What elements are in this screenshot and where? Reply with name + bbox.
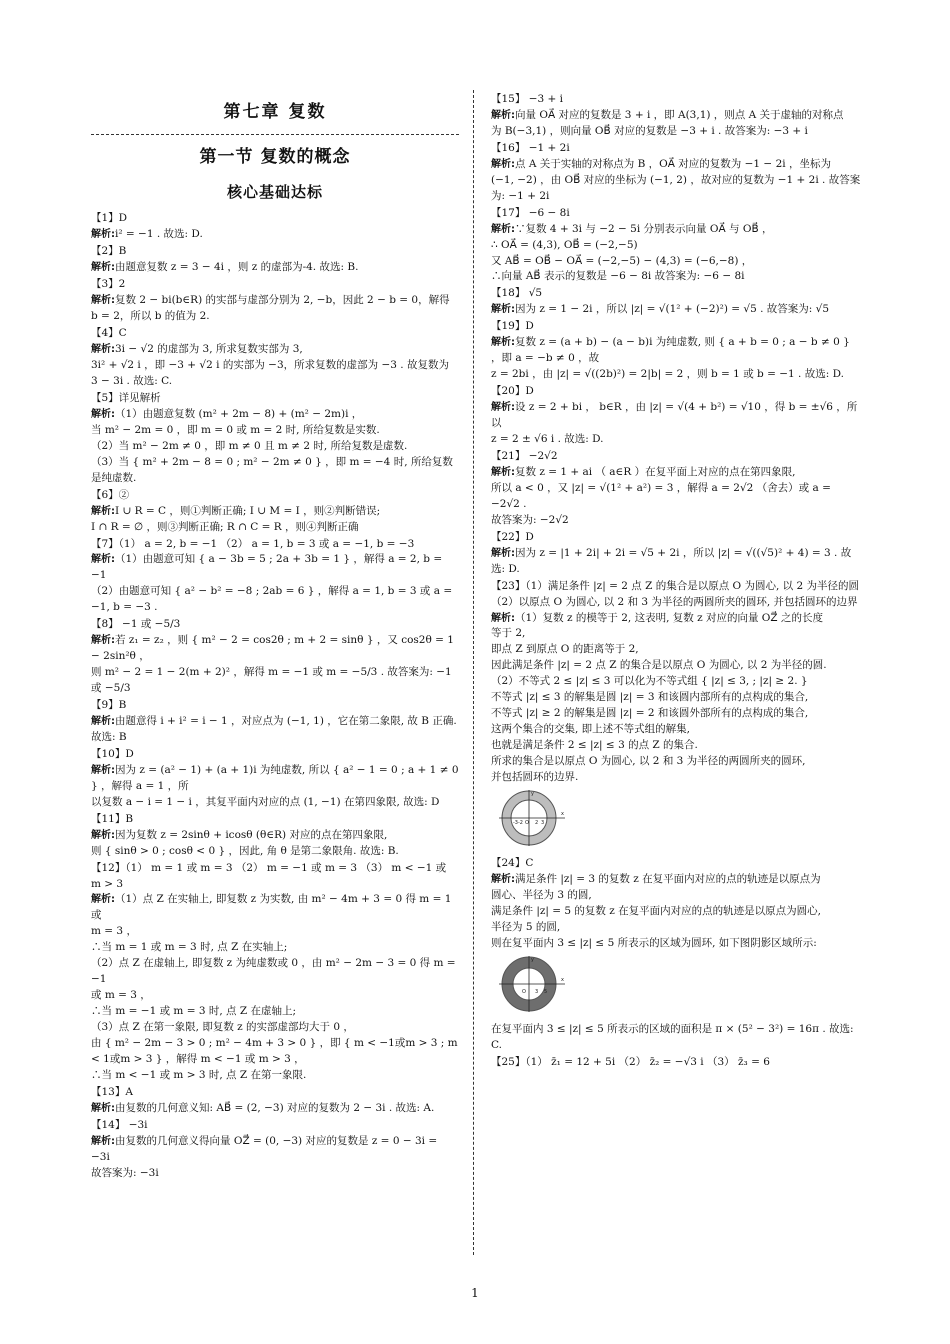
answer-line xyxy=(91,293,459,309)
answer-line xyxy=(91,665,459,697)
answer-line xyxy=(91,1134,459,1166)
analysis-label: 解析: xyxy=(491,223,515,235)
answer-head: 【24】C xyxy=(491,856,534,869)
answer-text: （2）不等式 2 ≤ |z| ≤ 3 可以化为不等式组 { |z| ≤ 3, ; |z| ≥ 2. } xyxy=(491,675,808,688)
answer-text: I ∪ R = C ，则①判断正确; I ∪ M = I ，则②判断错误; xyxy=(115,504,381,517)
answer-head: 【11】B xyxy=(91,812,134,825)
answer-text: 这两个集合的交集, 即上述不等式组的解集, xyxy=(491,723,691,736)
answer-line xyxy=(91,924,459,940)
answer-line xyxy=(491,400,861,432)
answer-item xyxy=(491,286,861,318)
analysis-label: 解析: xyxy=(91,554,115,566)
answer-line xyxy=(491,173,861,189)
section-title: 第一节 复数的概念 xyxy=(199,146,351,167)
answer-text: 故答案为: −3i xyxy=(91,1166,159,1179)
answer-line xyxy=(491,222,861,238)
analysis-label: 解析: xyxy=(491,873,515,885)
answer-head: 【15】 −3 + i xyxy=(491,93,564,105)
answer-text: （2）由题意可知 { a² − b² = −8 ; 2ab = 6 } ，解得 a = 1, b = 3 或 a = −1, b = −3 . xyxy=(91,585,453,614)
answer-line xyxy=(491,465,861,481)
answer-line xyxy=(491,706,861,722)
answer-text: z = 2bi ，由 |z| = √((2b)²) = 2|b| = 2 ，则 b = 1 或 b = −1 . 故选: D. xyxy=(491,368,844,381)
answer-text: m = 3 ， xyxy=(91,925,137,938)
figure-label: 5 xyxy=(544,988,548,995)
answer-text: 故答案为: −2√2 xyxy=(491,513,569,526)
answer-line xyxy=(91,374,459,390)
answer-line xyxy=(91,828,459,844)
answer-line xyxy=(91,1068,459,1084)
answer-text: 因为 z = |1 + 2i| + 2i = √5 + 2i ，所以 |z| = √((√5)² + 4) = 3 . 故选: D. xyxy=(491,546,852,575)
answer-head: 【3】2 xyxy=(91,278,126,291)
answer-head: 【21】 −2√2 xyxy=(491,449,558,462)
answer-head: 【1】D xyxy=(91,212,128,225)
answer-line xyxy=(491,904,861,920)
answer-text: b = 2，所以 b 的值为 2. xyxy=(91,310,210,323)
analysis-label: 解析: xyxy=(491,612,515,624)
answer-text: 又 AB⃗ = OB⃗ − OA⃗ = (−2,−5) − (4,3) = (−6,−8) ， xyxy=(491,254,753,267)
answer-head: 【16】 −1 + 2i xyxy=(491,141,570,154)
answer-line xyxy=(91,1004,459,1020)
answer-line xyxy=(491,936,861,952)
answer-head: 【23】（1）满足条件 |z| = 2 点 Z 的集合是以原点 O 为圆心, 以 2 为半径的圆 （2）以原点 O 为圆心, 以 2 和 3 为半径的两圆所夹的圆环, 并包括圆环的边界 xyxy=(491,579,860,608)
figure-label: y xyxy=(531,790,534,797)
figure-label: y xyxy=(531,956,534,963)
answer-text: 圆心、半径为 3 的圆, xyxy=(491,888,592,901)
analysis-label: 解析: xyxy=(491,466,515,478)
answer-text: （3）点 Z 在第一象限, 即复数 z 的实部虚部均大于 0 ， xyxy=(91,1021,354,1034)
page-number: 1 xyxy=(471,1286,479,1300)
answer-line xyxy=(491,888,861,904)
answer-line xyxy=(91,455,459,487)
answer-line xyxy=(491,189,861,205)
answer-item xyxy=(91,617,459,697)
answer-head: 【19】D xyxy=(491,320,534,333)
answer-line xyxy=(491,254,861,270)
answer-head: 【2】B xyxy=(91,245,127,258)
answer-line xyxy=(491,432,861,448)
answer-head: 【14】 −3i xyxy=(91,1118,148,1131)
figure-label: 2 xyxy=(535,819,539,826)
answer-item xyxy=(491,319,861,383)
answer-text: 或 m = 3 ， xyxy=(91,989,151,1002)
answer-head: 【22】D xyxy=(491,530,534,543)
answer-item xyxy=(91,812,459,860)
answer-line xyxy=(91,956,459,988)
answer-line xyxy=(91,1020,459,1036)
answer-text: 因为复数 z = 2sinθ + icosθ (θ∈R) 对应的点在第四象限, xyxy=(115,828,388,841)
analysis-label: 解析: xyxy=(91,408,115,420)
answer-line xyxy=(91,552,459,584)
answer-head: 【13】A xyxy=(91,1085,133,1098)
answer-item xyxy=(491,206,861,286)
answer-line xyxy=(91,844,459,860)
figure-label: 3 xyxy=(541,819,545,826)
answer-text: 则 m² − 2 = 1 − 2(m + 2)² ，解得 m = −1 或 m = −5/3 . 故答案为: −1 或 −5/3 xyxy=(91,666,452,695)
answer-item xyxy=(91,326,459,390)
subsection-title: 核心基础达标 xyxy=(226,182,323,201)
answer-text: 3i − √2 的虚部为 3, 所求复数实部为 3, xyxy=(115,343,303,356)
answer-item xyxy=(491,856,861,1054)
answer-text: ∴当 m = −1 或 m = 3 时, 点 Z 在虚轴上; xyxy=(91,1005,297,1018)
figure-label: O xyxy=(522,988,526,995)
analysis-label: 解析: xyxy=(91,635,115,647)
figure-label: -3 xyxy=(513,819,518,826)
answer-line xyxy=(91,423,459,439)
analysis-label: 解析: xyxy=(91,829,115,841)
answer-line xyxy=(91,227,459,243)
answer-text: 即点 Z 到原点 O 的距离等于 2, xyxy=(491,643,639,656)
figure xyxy=(495,788,861,854)
answer-line xyxy=(91,358,459,374)
answer-text: 由复数的几何意义得向量 OZ⃗ = (0, −3) 对应的复数是 z = 0 − 3i = −3i xyxy=(91,1134,438,1163)
answer-line xyxy=(491,674,861,690)
answer-line xyxy=(491,157,861,173)
answer-item xyxy=(91,747,459,811)
answer-head: 【9】B xyxy=(91,699,127,712)
analysis-label: 解析: xyxy=(91,716,115,727)
answer-head: 【4】C xyxy=(91,327,127,340)
answer-text: 设 z = 2 + bi ， b∈R ，由 |z| = √(4 + b²) = √10 ，得 b = ±√6 ，所以 xyxy=(491,401,858,430)
answer-head: 【17】 −6 − 8i xyxy=(491,206,570,219)
annulus-figure-24 xyxy=(495,954,567,1014)
analysis-label: 解析: xyxy=(91,894,115,906)
analysis-label: 解析: xyxy=(491,547,515,559)
answer-text: （1）复数 z 的模等于 2, 这表明, 复数 z 对应的向量 OZ⃗ 之的长度 xyxy=(515,611,823,624)
answer-line xyxy=(491,367,861,383)
answer-line xyxy=(491,546,861,578)
answer-head: 【12】（1） m = 1 或 m = 3 （2） m = −1 或 m = 3 （3） m < −1 或 m > 3 xyxy=(91,861,447,890)
answer-text: 由复数的几何意义知: AB⃗ = (2, −3) 对应的复数为 2 − 3i . 故选: A. xyxy=(115,1101,435,1114)
answer-item xyxy=(491,384,861,448)
answer-item xyxy=(91,391,459,487)
answer-head: 【20】D xyxy=(491,385,534,398)
answer-text: 不等式 |z| ≥ 2 的解集是圆 |z| = 2 和该圆外部所有的点构成的集合, xyxy=(491,707,809,720)
answer-text: 复数 z = (a + b) − (a − b)i 为纯虚数, 则 { a + b = 0 ; a − b ≠ 0 } ，即 a = −b ≠ 0 ，故 xyxy=(491,336,850,365)
answer-text: i² = −1 . 故选: D. xyxy=(115,228,203,241)
answer-line xyxy=(491,335,861,367)
answer-text: 则 { sinθ > 0 ; cosθ < 0 } ，因此, 角 θ 是第二象限角. 故选: B. xyxy=(91,844,399,857)
answer-line xyxy=(491,1022,861,1054)
answer-text: 所求的集合是以原点 O 为圆心, 以 2 和 3 为半径的两圆所夹的圆环, xyxy=(491,755,806,768)
answer-text: 3 − 3i . 故选: C. xyxy=(91,374,173,387)
answer-item xyxy=(491,1055,861,1071)
answer-head: 【18】 √5 xyxy=(491,287,543,300)
answer-line xyxy=(491,108,861,124)
figure-label: x xyxy=(561,976,564,983)
answer-item xyxy=(491,141,861,205)
answer-text: ∴当 m < −1 或 m > 3 时, 点 Z 在第一象限. xyxy=(91,1068,307,1081)
answer-line xyxy=(491,238,861,254)
answer-line xyxy=(491,481,861,513)
answer-line xyxy=(91,633,459,665)
answer-line xyxy=(491,302,861,318)
answer-text: （2）点 Z 在虚轴上, 即复数 z 为纯虚数或 0 ，由 m² − 2m − 3 = 0 得 m = −1 xyxy=(91,957,456,986)
figure-label: x xyxy=(561,810,564,817)
analysis-label: 解析: xyxy=(491,158,515,170)
answer-text: 点 A 关于实轴的对称点为 B ，OA⃗ 对应的复数为 −1 − 2i ，坐标为 xyxy=(515,157,831,170)
answer-text: ∴向量 AB⃗ 表示的复数是 −6 − 8i 故答案为: −6 − 8i xyxy=(491,270,745,283)
answer-text: (−1, −2) ，由 OB⃗ 对应的坐标为 (−1, 2) ，故对应的复数为 −1 + 2i . 故答案 xyxy=(491,173,861,186)
answer-text: 为 B(−3,1) ，则向量 OB⃗ 对应的复数是 −3 + i . 故答案为: −3 + i xyxy=(491,124,808,137)
answer-text: （1）由题意可知 { a − 3b = 5 ; 2a + 3b = 1 } ，解得 a = 2, b = −1 xyxy=(91,553,443,582)
answer-text: 由题意得 i + i² = i − 1 ，对应点为 (−1, 1) ，它在第二象限, 故 B 正确. xyxy=(115,715,457,727)
answer-text: 也就是满足条件 2 ≤ |z| ≤ 3 的点 Z 的集合. xyxy=(491,739,698,752)
answer-head: 【8】 −1 或 −5/3 xyxy=(91,618,181,631)
analysis-label: 解析: xyxy=(491,337,515,349)
answer-line xyxy=(491,513,861,529)
answer-text: 以复数 a − i = 1 − i ，其复平面内对应的点 (1, −1) 在第四象限, 故选: D xyxy=(91,795,440,808)
right-column xyxy=(491,92,861,1071)
answer-text: 复数 z = 1 + ai （ a∈R ）在复平面上对应的点在第四象限, xyxy=(515,465,796,478)
answer-line xyxy=(491,722,861,738)
answer-line xyxy=(91,988,459,1004)
answer-text: 因为 z = (a² − 1) + (a + 1)i 为纯虚数, 所以 { a² − 1 = 0 ; a + 1 ≠ 0 } ，解得 a = 1 ，所 xyxy=(91,763,459,792)
answer-line xyxy=(91,439,459,455)
answer-item xyxy=(91,537,459,617)
answer-head: 【5】详见解析 xyxy=(91,391,161,404)
answer-line xyxy=(91,504,459,520)
answer-item xyxy=(91,1085,459,1117)
answer-text: 故选: B xyxy=(91,730,127,743)
left-column xyxy=(91,92,459,1183)
answer-text: 并包括圆环的边界. xyxy=(491,771,579,784)
answer-text: I ∩ R = ∅ ，则③判断正确; R ∩ C = R ，则④判断正确 xyxy=(91,520,359,533)
analysis-label: 解析: xyxy=(91,764,115,776)
answer-item xyxy=(91,698,459,746)
right-answer-list xyxy=(491,92,861,1070)
answer-text: 因此满足条件 |z| = 2 点 Z 的集合是以原点 O 为圆心, 以 2 为半径的圆. xyxy=(491,659,827,672)
answer-item xyxy=(91,488,459,536)
answer-text: 由题意复数 z = 3 − 4i ，则 z 的虚部为-4. 故选: B. xyxy=(115,261,359,274)
answer-text: 则在复平面内 3 ≤ |z| ≤ 5 所表示的区域为圆环, 如下图阴影区域所示: xyxy=(491,936,817,949)
answer-text: 若 z₁ = z₂ ，则 { m² − 2 = cos2θ ; m + 2 = sinθ } ，又 cos2θ = 1 − 2sin²θ ， xyxy=(91,634,454,663)
answer-line xyxy=(91,763,459,795)
answer-item xyxy=(491,449,861,529)
answer-line xyxy=(91,520,459,536)
answer-line xyxy=(491,124,861,140)
answer-line xyxy=(491,642,861,658)
answer-text: 由 { m² − 2m − 3 > 0 ; m² − 4m + 3 > 0 } ，即 { m < −1或m > 3 ; m < 1或m > 3 } ，解得 m < −1 或 m > 3 ， xyxy=(91,1037,458,1066)
answer-line xyxy=(91,260,459,276)
left-answer-list xyxy=(91,211,459,1181)
answer-text: 满足条件 |z| = 5 的复数 z 在复平面内对应的点的轨迹是以原点为圆心, xyxy=(491,904,821,917)
answer-text: 半径为 5 的圆, xyxy=(491,920,561,933)
answer-item xyxy=(91,244,459,276)
answer-text: 向量 OA⃗ 对应的复数是 3 + i ，即 A(3,1) ，则点 A 关于虚轴的对称点 xyxy=(515,108,844,121)
answer-line xyxy=(91,892,459,924)
annulus-figure-23 xyxy=(495,788,567,848)
answer-text: ∴ OA⃗ = (4,3), OB⃗ = (−2,−5) xyxy=(491,238,638,251)
analysis-label: 解析: xyxy=(91,295,115,307)
answer-text: ∵复数 4 + 3i 与 −2 − 5i 分别表示向量 OA⃗ 与 OB⃗ ， xyxy=(515,222,773,235)
analysis-label: 解析: xyxy=(91,344,115,356)
analysis-label: 解析: xyxy=(91,229,115,241)
answer-text: 因为 z = 1 − 2i ，所以 |z| = √(1² + (−2)²) = √5 . 故答案为: √5 xyxy=(515,303,830,316)
answer-text: ∴当 m = 1 或 m = 3 时, 点 Z 在实轴上; xyxy=(91,941,288,954)
answer-text: 等于 2, xyxy=(491,627,526,640)
answer-line xyxy=(91,342,459,358)
answer-line xyxy=(91,1101,459,1117)
title-rule xyxy=(91,134,459,135)
answer-line xyxy=(91,309,459,325)
chapter-title: 第七章 复数 xyxy=(223,102,327,122)
answer-item xyxy=(91,1118,459,1182)
answer-line xyxy=(91,584,459,616)
answer-line xyxy=(491,611,861,627)
analysis-label: 解析: xyxy=(91,262,115,274)
answer-text: （2）当 m² − 2m ≠ 0 ，即 m ≠ 0 且 m ≠ 2 时, 所给复数是虚数. xyxy=(91,439,408,452)
answer-line xyxy=(491,872,861,888)
figure-label: O xyxy=(525,819,529,826)
answer-line xyxy=(491,920,861,936)
analysis-label: 解析: xyxy=(91,505,115,517)
answer-line xyxy=(91,730,459,746)
figure-label: 3 xyxy=(535,988,539,995)
answer-line xyxy=(91,1036,459,1068)
answer-line xyxy=(91,1166,459,1182)
answer-head: 【7】（1） a = 2, b = −1 （2） a = 1, b = 3 或 a = −1, b = −3 xyxy=(91,537,415,550)
answer-item xyxy=(91,861,459,1084)
figure-label: -2 xyxy=(518,819,523,826)
answer-text: （3）当 { m² + 2m − 8 = 0 ; m² − 2m ≠ 0 } ，即 m = −4 时, 所给复数是纯虚数. xyxy=(91,455,453,484)
answer-text: z = 2 ± √6 i . 故选: D. xyxy=(491,433,604,446)
answer-item xyxy=(91,211,459,243)
analysis-label: 解析: xyxy=(491,109,515,121)
answer-line xyxy=(491,738,861,754)
answer-text: （1）点 Z 在实轴上, 即复数 z 为实数, 由 m² − 4m + 3 = 0 得 m = 1 或 xyxy=(91,893,452,922)
answer-item xyxy=(491,579,861,854)
answer-line xyxy=(491,770,861,786)
answer-line xyxy=(491,626,861,642)
answer-text: 所以 a < 0 ，又 |z| = √(1² + a²) = 3 ，解得 a = 2√2 （舍去）或 a = −2√2 . xyxy=(491,481,831,510)
answer-text: （1）由题意复数 (m² + 2m − 8) + (m² − 2m)i ， xyxy=(115,407,363,420)
answer-item xyxy=(491,92,861,140)
answer-line xyxy=(91,940,459,956)
analysis-label: 解析: xyxy=(491,402,515,414)
analysis-label: 解析: xyxy=(91,1135,115,1147)
answer-line xyxy=(91,407,459,423)
answer-text: 3i² + √2 i ，即 −3 + √2 i 的实部为 −3，所求复数的虚部为 −3 . 故复数为 xyxy=(91,359,449,372)
analysis-label: 解析: xyxy=(491,304,515,316)
answer-text: 满足条件 |z| = 3 的复数 z 在复平面内对应的点的轨迹是以原点为 xyxy=(515,872,821,885)
answer-line xyxy=(91,795,459,811)
answer-item xyxy=(91,277,459,325)
answer-head: 【25】（1） z̄₁ = 12 + 5i （2） z̄₂ = −√3 i （3） z̄₃ = 6 xyxy=(491,1055,770,1068)
answer-head: 【10】D xyxy=(91,747,134,760)
answer-line xyxy=(491,754,861,770)
figure xyxy=(495,954,861,1020)
answer-text: 为: −1 + 2i xyxy=(491,189,550,202)
answer-line xyxy=(91,714,459,730)
analysis-label: 解析: xyxy=(91,1102,115,1114)
answer-text: 复数 2 − bi(b∈R) 的实部与虚部分别为 2, −b，因此 2 − b = 0，解得 xyxy=(115,294,450,307)
answer-head: 【6】② xyxy=(91,488,130,501)
answer-text: 当 m² − 2m = 0 ，即 m = 0 或 m = 2 时, 所给复数是实数. xyxy=(91,423,380,436)
answer-text: 不等式 |z| ≤ 3 的解集是圆 |z| = 3 和该圆内部所有的点构成的集合, xyxy=(491,691,809,704)
answer-line xyxy=(491,690,861,706)
answer-text: 在复平面内 3 ≤ |z| ≤ 5 所表示的区域的面积是 π × (5² − 3²) = 16π . 故选: C. xyxy=(491,1022,854,1051)
answer-line xyxy=(491,658,861,674)
answer-item xyxy=(491,530,861,578)
answer-line xyxy=(491,269,861,285)
column-divider xyxy=(473,90,474,1255)
